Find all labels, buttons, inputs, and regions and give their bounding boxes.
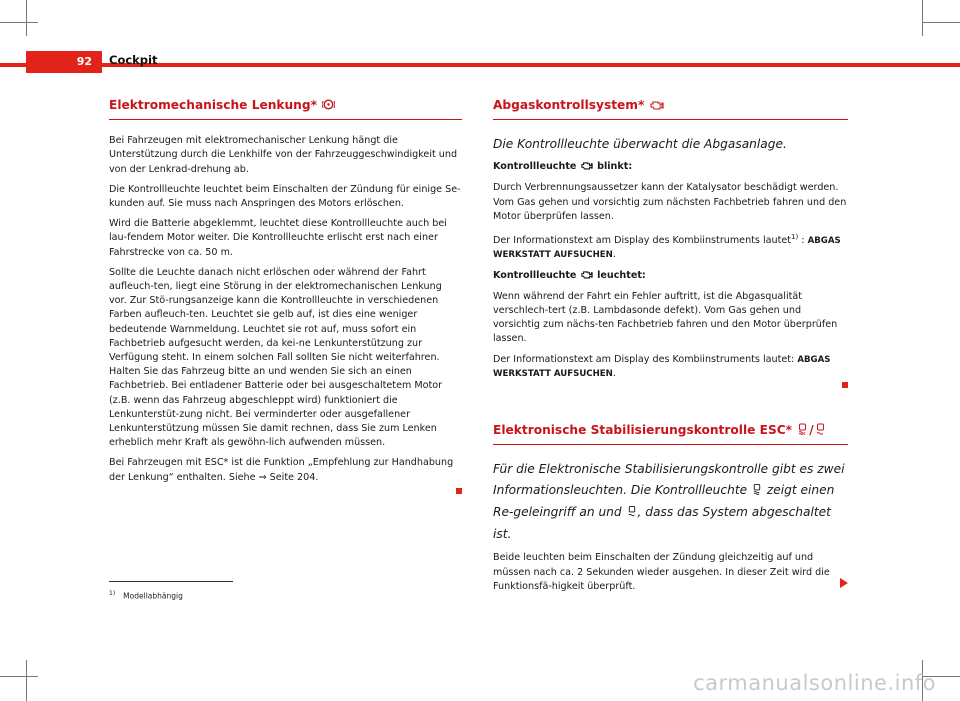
paragraph: Bei Fahrzeugen mit elektromechanischer Lenkung hängt die Unterstützung durch die Lenkhilfe von der Fahrzeuggeschwindigkeit und von der Lenkrad-drehung ab. <box>109 135 458 175</box>
end-square-icon <box>456 488 462 494</box>
esc-car-skid-icon <box>797 423 808 438</box>
esc-heading <box>493 423 848 438</box>
footnote-text: Modellabhängig <box>123 591 183 601</box>
footnote-ref: 1) <box>791 233 799 242</box>
leuchtet-label-text: Kontrollleuchte <box>493 269 577 281</box>
footnote-rule <box>109 581 233 582</box>
engine-icon <box>581 270 593 284</box>
abgas-lead: Die Kontrollleuchte überwacht die Abgasanlage. <box>493 137 787 152</box>
blinkt-text: Durch Verbrennungsaussetzer kann der Katalysator beschädigt werden. Vom Gas gehen und vorsichtig zum nächsten Fachbetrieb fahren und den Motor überprüfen lassen. <box>493 182 847 222</box>
end-marker <box>493 379 848 393</box>
steering-wheel-icon <box>322 99 335 113</box>
leuchtet-text: Wenn während der Fahrt ein Fehler auftritt, ist die Abgasqualität verschlech-tert (z.B. Lambdasonde defekt). Vom Gas gehen und vorsichtig zum nächs-ten Fachbetrieb fahren und den Motor überprüfen lassen. <box>493 290 838 345</box>
esc-heading-separator: / <box>809 423 814 438</box>
esc-lead-part: , dass das System abgeschaltet ist. <box>493 505 831 542</box>
page-number: 92 <box>26 51 102 73</box>
engine-icon <box>650 99 664 113</box>
blinkt-label-text: Kontrollleuchte <box>493 161 577 173</box>
end-marker <box>109 485 462 499</box>
steering-heading-text: Elektromechanische Lenkung* <box>109 98 317 112</box>
info-text-2-end: . <box>612 367 616 379</box>
info-text-1-end: . <box>612 249 616 261</box>
end-square-icon <box>842 382 848 388</box>
footnote <box>109 590 183 601</box>
footnote-marker: 1) <box>109 590 116 597</box>
crop-mark <box>0 676 38 677</box>
crop-mark <box>26 660 27 701</box>
info-text-1-pre: Der Informationstext am Display des Kombiinstruments lautet <box>493 235 792 247</box>
abgas-heading <box>493 98 848 113</box>
paragraph: Die Kontrollleuchte leuchtet beim Einschalten der Zündung für einige Se-kunden auf. Sie muss nach Anspringen des Motors erlöschen. <box>109 183 461 210</box>
leuchtet-label-suffix: leuchtet: <box>597 269 646 281</box>
steering-heading-rule <box>109 119 462 120</box>
watermark: carmanualsonline.info <box>693 671 936 695</box>
left-column <box>109 98 462 499</box>
esc-car-skid-icon <box>752 481 762 502</box>
esc-lead <box>493 459 848 545</box>
paragraph: Wird die Batterie abgeklemmt, leuchtet diese Kontrollleuchte auch bei lau-fendem Motor weiter. Die Kontrollleuchte erlischt erst nach einer Fahrstrecke von ca. 50 m. <box>109 218 447 258</box>
right-column <box>493 98 848 593</box>
paragraph: Bei Fahrzeugen mit ESC* ist die Funktion „Empfehlung zur Handhabung der Lenkung“ enthalten. Siehe ⇒ Seite 204. <box>109 457 454 483</box>
section-title: Cockpit <box>109 53 158 67</box>
abgas-heading-rule <box>493 119 848 120</box>
info-text-2 <box>493 353 848 381</box>
paragraph: Sollte die Leuchte danach nicht erlöschen oder während der Fahrt aufleuch-ten, liegt eine Störung in der elektromechanischen Lenkung vor. Zur Stö-rungsanzeige kann die Kontrollleuchte in verschiedenen Farben aufleuch-ten. Leuchtet sie gelb auf, ist dies eine weniger bedeutende Warnmeldung. Leuchtet sie rot auf, muss sofort ein Fachbetrieb aufgesucht werden, da kei-ne Lenkunterstützung zur Verfügung steht. In einem solchen Fall sollten Sie nicht weiterfahren. Halten Sie das Fahrzeug bitte an und wenden Sie sich an einen Fachbetrieb. Bei entladener Batterie oder bei ausgeschaltetem Motor (z.B. wenn das Fahrzeug abgeschleppt wird) funktioniert die Lenkunterstüt-zung nicht. Bei verminderter oder ausgefallener Lenkunterstützung müssen Sie damit rechnen, dass Sie zum Lenken erheblich mehr Kraft als gewöhn-lich aufwenden müssen. <box>109 266 443 449</box>
info-text-2-pre: Der Informationstext am Display des Kombiinstruments lautet: <box>493 353 798 365</box>
continue-arrow-icon <box>840 578 848 588</box>
crop-mark <box>922 22 960 23</box>
blinkt-label-suffix: blinkt: <box>597 161 633 173</box>
spacer <box>493 393 848 423</box>
esc-lead-part: zeigt einen Re-geleingriff an und <box>493 483 835 520</box>
crop-mark <box>922 0 923 36</box>
blinkt-label <box>493 160 848 175</box>
esc-lead-part: Für die Elektronische Stabilisierungskontrolle gibt es zwei Informationsleuchten. Die Kontrollleuchte <box>493 462 845 498</box>
esc-off-icon <box>627 503 637 524</box>
crop-mark <box>26 0 27 36</box>
steering-heading <box>109 98 462 113</box>
crop-mark <box>0 22 38 23</box>
esc-off-icon <box>815 423 826 438</box>
display-message: ABGAS WERKSTATT AUFSUCHEN <box>493 236 841 261</box>
leuchtet-label <box>493 269 848 284</box>
display-message: ABGAS WERKSTATT AUFSUCHEN <box>493 354 831 379</box>
abgas-heading-text: Abgaskontrollsystem* <box>493 98 645 112</box>
esc-heading-rule <box>493 444 848 445</box>
info-text-1 <box>493 230 848 263</box>
engine-icon <box>581 161 593 175</box>
esc-body: Beide leuchten beim Einschalten der Zündung gleichzeitig auf und müssen nach ca. 2 Sekunden wieder ausgehen. In dieser Zeit wird die Funktionsfä-higkeit überprüft. <box>493 552 830 592</box>
esc-heading-text: Elektronische Stabilisierungskontrolle ESC* <box>493 423 793 438</box>
info-text-1-colon: : <box>798 235 805 247</box>
